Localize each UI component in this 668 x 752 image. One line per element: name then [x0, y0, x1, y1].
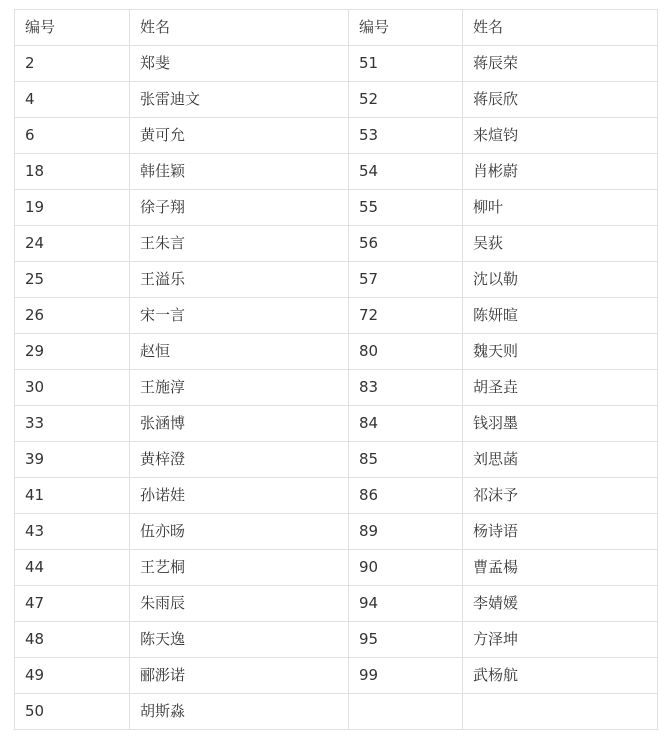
cell-name-left: 伍亦旸	[130, 514, 349, 550]
cell-name-right: 曹孟楊	[463, 550, 658, 586]
cell-name-left: 宋一言	[130, 298, 349, 334]
table-row	[15, 190, 658, 226]
cell-number-left: 18	[15, 154, 130, 190]
cell-name-right	[463, 694, 658, 730]
table-row	[15, 370, 658, 406]
cell-name-left: 胡斯淼	[130, 694, 349, 730]
cell-number-right: 85	[349, 442, 463, 478]
cell-name-left: 张雷迪文	[130, 82, 349, 118]
table-row	[15, 622, 658, 658]
cell-name-left: 韩佳颖	[130, 154, 349, 190]
cell-name-left: 郦浵诺	[130, 658, 349, 694]
table-row	[15, 226, 658, 262]
table-row	[15, 586, 658, 622]
table-header-row	[15, 10, 658, 46]
table-row	[15, 406, 658, 442]
cell-name-right: 武杨航	[463, 658, 658, 694]
cell-number-left: 50	[15, 694, 130, 730]
cell-number-left: 25	[15, 262, 130, 298]
cell-name-left: 赵恒	[130, 334, 349, 370]
cell-number-left: 2	[15, 46, 130, 82]
cell-name-left: 孙诺娃	[130, 478, 349, 514]
cell-number-left: 44	[15, 550, 130, 586]
table-row	[15, 334, 658, 370]
cell-name-right: 魏天则	[463, 334, 658, 370]
cell-number-right: 83	[349, 370, 463, 406]
cell-name-right: 吴荻	[463, 226, 658, 262]
cell-number-right: 94	[349, 586, 463, 622]
cell-name-right: 方泽坤	[463, 622, 658, 658]
table-row	[15, 118, 658, 154]
cell-name-left: 张涵博	[130, 406, 349, 442]
cell-number-left: 47	[15, 586, 130, 622]
table-row	[15, 154, 658, 190]
cell-number-right: 86	[349, 478, 463, 514]
cell-number-right: 84	[349, 406, 463, 442]
cell-name-left: 王艺桐	[130, 550, 349, 586]
table-row	[15, 514, 658, 550]
cell-name-right: 肖彬蔚	[463, 154, 658, 190]
cell-number-right: 99	[349, 658, 463, 694]
cell-number-right: 72	[349, 298, 463, 334]
table-row	[15, 262, 658, 298]
cell-name-right: 蒋辰荣	[463, 46, 658, 82]
cell-name-right: 钱羽墨	[463, 406, 658, 442]
cell-name-left: 陈天逸	[130, 622, 349, 658]
cell-number-right	[349, 694, 463, 730]
table-row	[15, 550, 658, 586]
cell-name-left: 朱雨辰	[130, 586, 349, 622]
cell-number-right: 80	[349, 334, 463, 370]
cell-name-left: 王施淳	[130, 370, 349, 406]
header-name-right: 姓名	[463, 10, 658, 46]
cell-number-left: 33	[15, 406, 130, 442]
table-row	[15, 82, 658, 118]
table-row	[15, 298, 658, 334]
cell-number-right: 51	[349, 46, 463, 82]
header-number-left: 编号	[15, 10, 130, 46]
cell-name-right: 李婧媛	[463, 586, 658, 622]
table-row	[15, 442, 658, 478]
cell-number-left: 29	[15, 334, 130, 370]
cell-name-right: 祁沫予	[463, 478, 658, 514]
roster-table-body	[15, 10, 658, 730]
cell-name-left: 王溢乐	[130, 262, 349, 298]
cell-number-right: 95	[349, 622, 463, 658]
cell-number-right: 89	[349, 514, 463, 550]
cell-name-left: 郑斐	[130, 46, 349, 82]
table-row	[15, 46, 658, 82]
cell-name-left: 徐子翔	[130, 190, 349, 226]
cell-number-right: 54	[349, 154, 463, 190]
cell-name-right: 陈妍暄	[463, 298, 658, 334]
cell-number-left: 26	[15, 298, 130, 334]
cell-number-right: 57	[349, 262, 463, 298]
cell-number-left: 4	[15, 82, 130, 118]
cell-number-left: 49	[15, 658, 130, 694]
cell-number-right: 90	[349, 550, 463, 586]
cell-name-right: 胡圣垚	[463, 370, 658, 406]
cell-number-left: 43	[15, 514, 130, 550]
cell-number-right: 56	[349, 226, 463, 262]
cell-name-right: 沈以勒	[463, 262, 658, 298]
roster-table	[14, 9, 658, 730]
cell-number-left: 41	[15, 478, 130, 514]
cell-number-right: 55	[349, 190, 463, 226]
roster-table-container	[14, 9, 657, 730]
cell-number-right: 52	[349, 82, 463, 118]
cell-name-right: 杨诗语	[463, 514, 658, 550]
cell-number-left: 6	[15, 118, 130, 154]
cell-number-left: 24	[15, 226, 130, 262]
table-row	[15, 694, 658, 730]
cell-name-left: 黄可允	[130, 118, 349, 154]
table-row	[15, 478, 658, 514]
cell-number-left: 19	[15, 190, 130, 226]
cell-name-left: 王朱言	[130, 226, 349, 262]
cell-number-left: 39	[15, 442, 130, 478]
cell-name-left: 黄梓澄	[130, 442, 349, 478]
cell-number-left: 48	[15, 622, 130, 658]
cell-name-right: 蒋辰欣	[463, 82, 658, 118]
header-number-right: 编号	[349, 10, 463, 46]
header-name-left: 姓名	[130, 10, 349, 46]
cell-name-right: 刘思菡	[463, 442, 658, 478]
cell-number-right: 53	[349, 118, 463, 154]
cell-name-right: 柳叶	[463, 190, 658, 226]
table-row	[15, 658, 658, 694]
cell-number-left: 30	[15, 370, 130, 406]
cell-name-right: 来煊钧	[463, 118, 658, 154]
